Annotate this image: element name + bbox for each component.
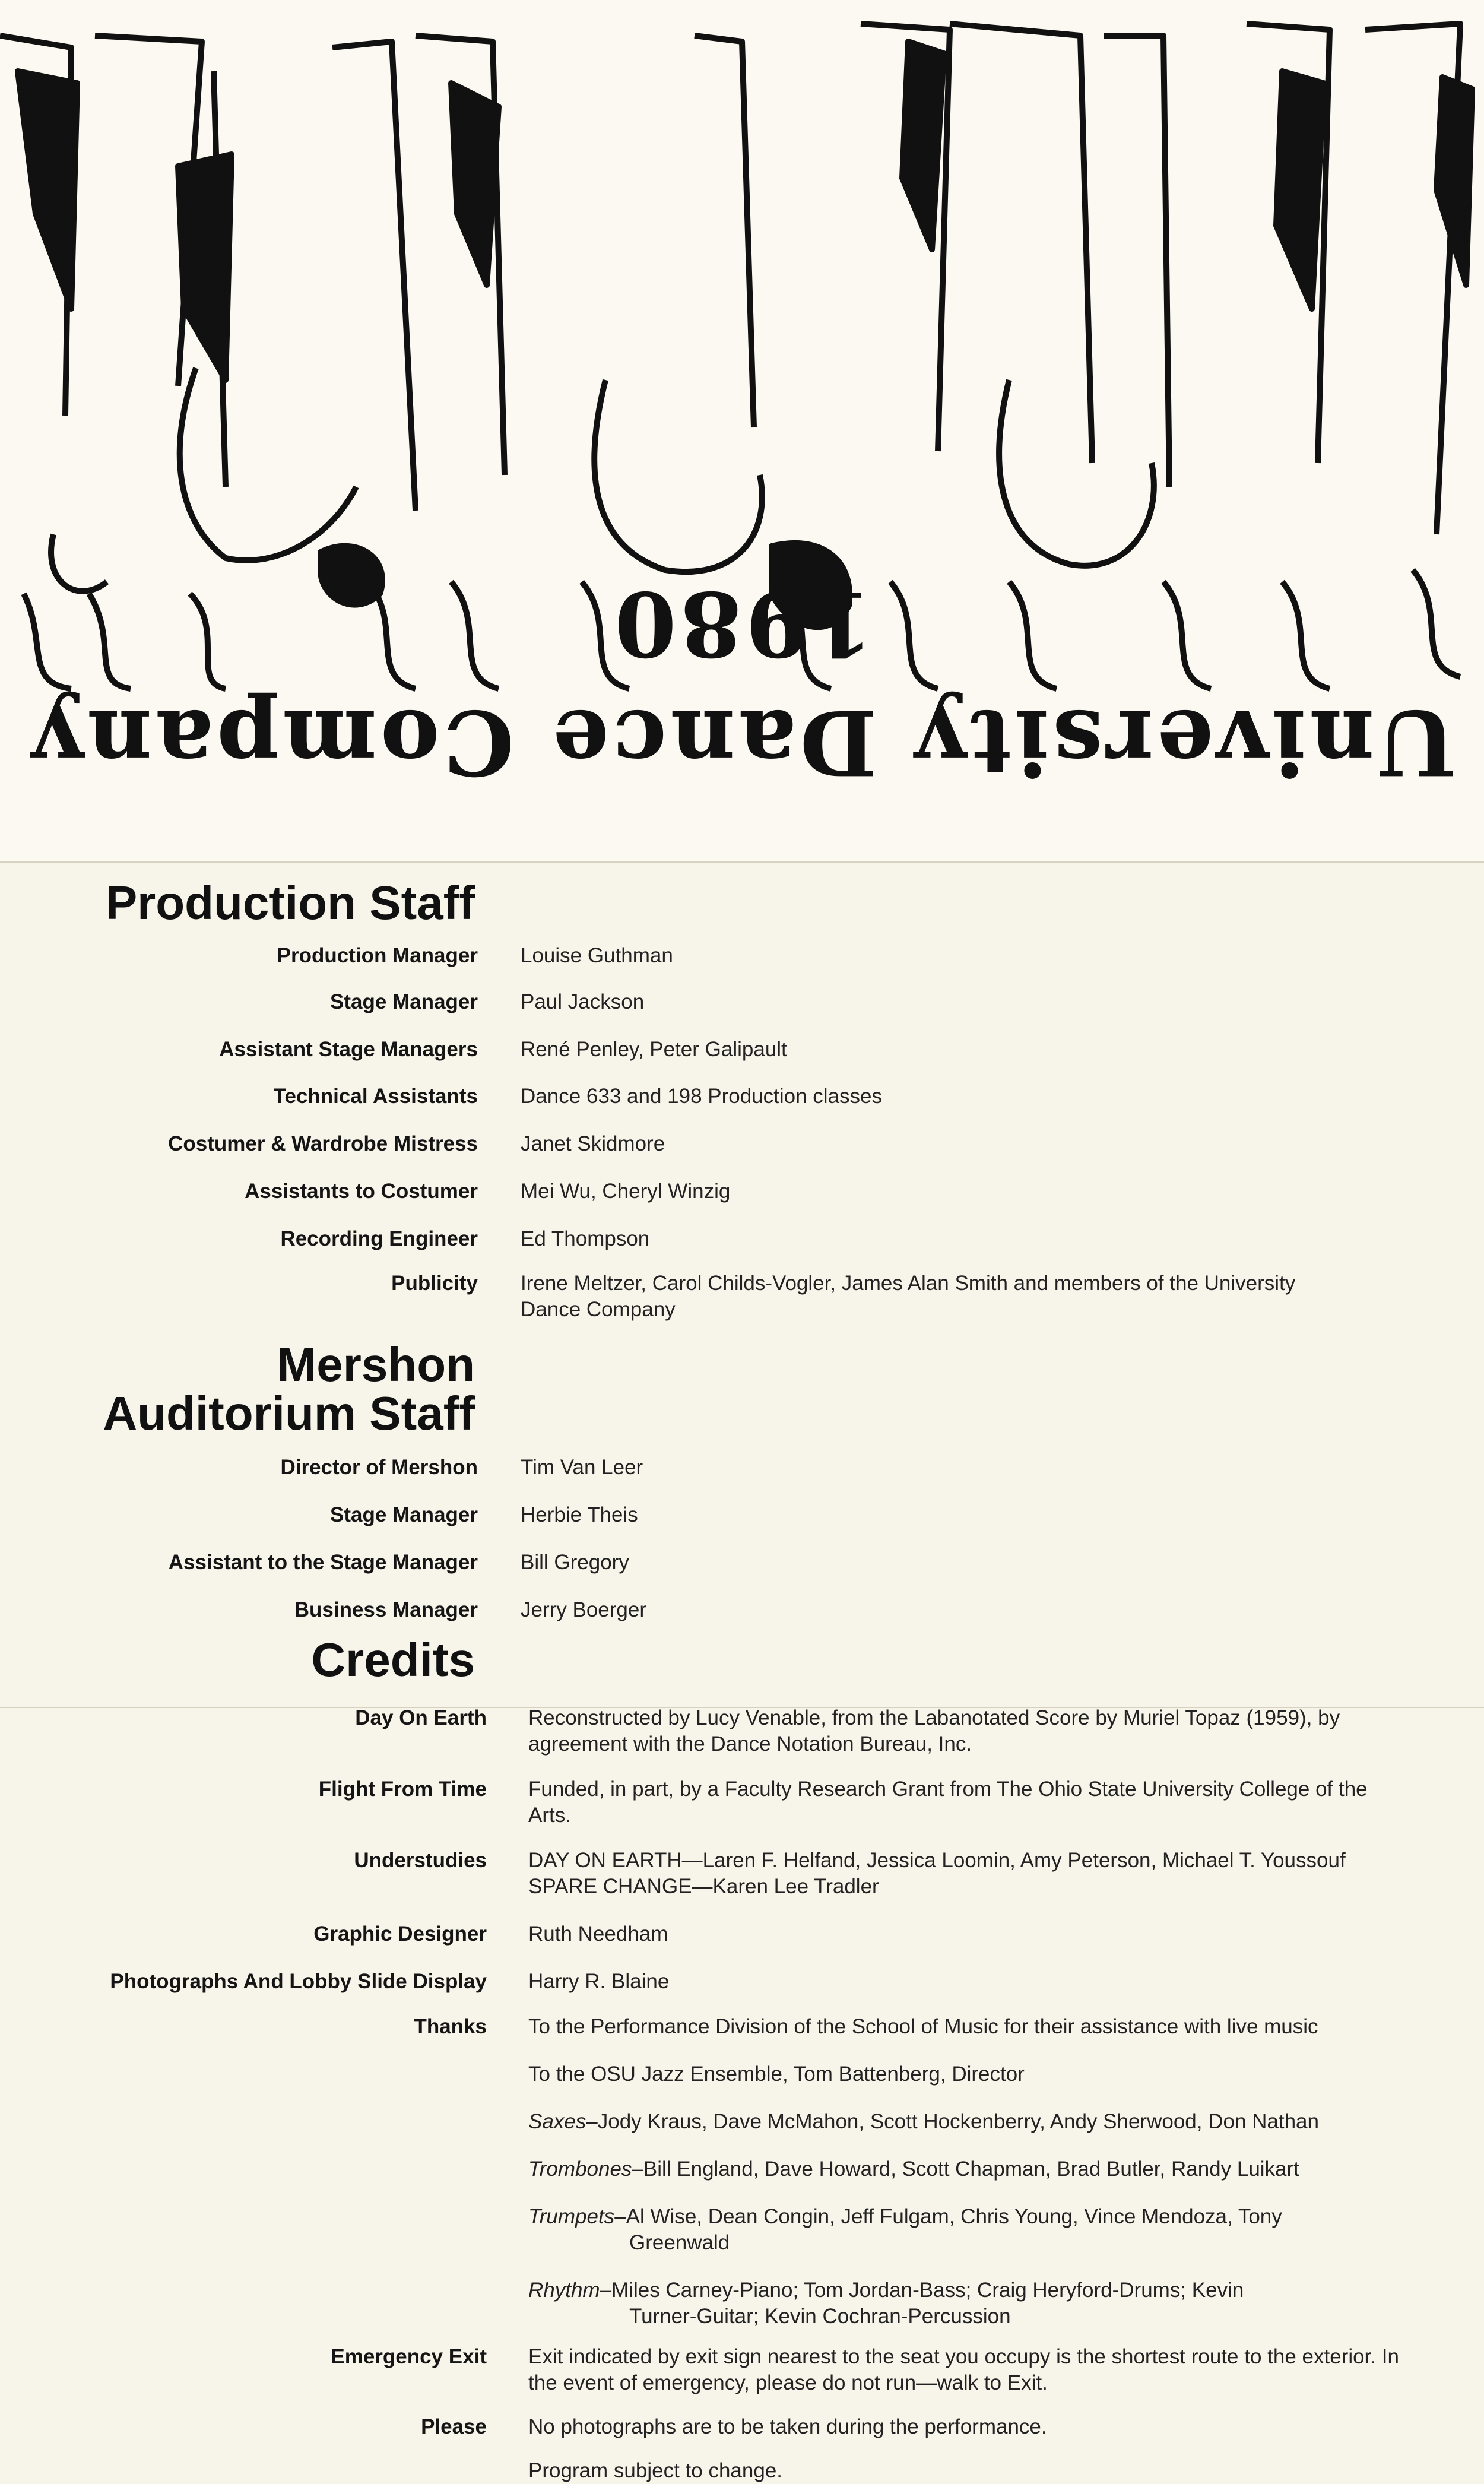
role-label: Flight From Time [318,1778,487,1801]
credits-heading: Credits [311,1633,475,1686]
staff-names: Dance 633 and 198 Production classes [521,1085,883,1108]
instrument-label: Rhythm [528,2279,600,2302]
staff-names: Tim Van Leer [521,1456,643,1479]
staff-names: Louise Guthman [521,944,673,967]
staff-names: Irene Meltzer, Carol Childs-Vogler, James Alan Smith and members of the University Dance Company [521,1272,1296,1321]
thanks-line [528,2204,1401,2256]
understudies-line: DAY ON EARTH—Laren F. Helfand, Jessica Loomin, Amy Peterson, Michael T. Youssouf [528,1849,1346,1872]
thanks-line [528,2277,1401,2330]
staff-names: Paul Jackson [521,990,645,1013]
production-staff-heading: Production Staff [105,876,475,929]
role-label: Production Manager [277,944,478,967]
footer-note: Program subject to change. [528,2459,783,2482]
role-label: Emergency Exit [331,2345,487,2368]
credit-text: No photographs are to be taken during the performance. [528,2415,1047,2438]
role-label: Understudies [354,1849,487,1872]
role-label: Stage Manager [330,990,478,1013]
players: –Miles Carney-Piano; Tom Jordan-Bass; Craig Heryford-Drums; Kevin [600,2279,1244,2302]
thanks-line: To the Performance Division of the School of Music for their assistance with live music [528,2015,1318,2038]
role-label: Day On Earth [355,1706,487,1729]
staff-names: Bill Gregory [521,1551,629,1574]
role-label: Graphic Designer [313,1922,487,1946]
thanks-line [528,2156,1401,2182]
players: –Al Wise, Dean Congin, Jeff Fulgam, Chris Young, Vince Mendoza, Tony [614,2205,1282,2228]
staff-names: Janet Skidmore [521,1132,665,1155]
staff-names: Jerry Boerger [521,1598,647,1621]
mershon-heading-line1: Mershon [277,1338,475,1391]
understudies-line: SPARE CHANGE—Karen Lee Tradler [528,1875,879,1898]
fold-line [0,862,1484,863]
credit-text: Ruth Needham [528,1922,668,1946]
credit-text [528,1848,1401,1900]
role-label: Photographs And Lobby Slide Display [110,1970,487,1993]
mershon-heading-line2: Auditorium Staff [103,1387,475,1440]
role-label: Publicity [391,1272,478,1295]
role-label: Please [421,2415,487,2438]
players: –Jody Kraus, Dave McMahon, Scott Hockenberry, Andy Sherwood, Don Nathan [586,2110,1319,2133]
role-label: Costumer & Wardrobe Mistress [168,1132,478,1155]
staff-names: Mei Wu, Cheryl Winzig [521,1180,731,1203]
instrument-label: Saxes [528,2110,586,2133]
role-label: Assistants to Costumer [245,1180,478,1203]
staff-names: Herbie Theis [521,1503,638,1526]
credit-text: Reconstructed by Lucy Venable, from the Labanotated Score by Muriel Topaz (1959), by agreement with the Dance Notation Bureau, Inc. [528,1706,1340,1756]
credit-text: Funded, in part, by a Faculty Research Grant from The Ohio State University College of the Arts. [528,1778,1368,1827]
players: –Bill England, Dave Howard, Scott Chapman, Brad Butler, Randy Luikart [632,2157,1299,2181]
players: Turner-Guitar; Kevin Cochran-Percussion [629,2305,1011,2328]
thanks-line: To the OSU Jazz Ensemble, Tom Battenberg, Director [528,2062,1025,2086]
instrument-label: Trombones [528,2157,632,2181]
instrument-label: Trumpets [528,2205,615,2228]
role-label: Assistant Stage Managers [219,1038,478,1061]
thanks-text [528,2014,1401,2330]
role-label: Assistant to the Stage Manager [168,1551,478,1574]
credit-text: Exit indicated by exit sign nearest to the seat you occupy is the shortest route to the exterior. In the event of emergency, please do not run—walk to Exit. [528,2345,1399,2394]
banner-title: University Dance Company 1980 [28,571,1456,794]
role-label: Technical Assistants [273,1085,478,1108]
role-label: Recording Engineer [280,1227,478,1250]
role-label: Stage Manager [330,1503,478,1526]
role-label: Director of Mershon [280,1456,478,1479]
mershon-heading [103,1338,475,1440]
thanks-line [528,2109,1401,2135]
staff-names: René Penley, Peter Galipault [521,1038,787,1061]
credit-text: Harry R. Blaine [528,1970,670,1993]
role-label: Thanks [414,2015,487,2038]
players: Greenwald [629,2231,730,2254]
cover-artwork [0,0,1484,863]
role-label: Business Manager [294,1598,478,1621]
staff-names: Ed Thompson [521,1227,650,1250]
